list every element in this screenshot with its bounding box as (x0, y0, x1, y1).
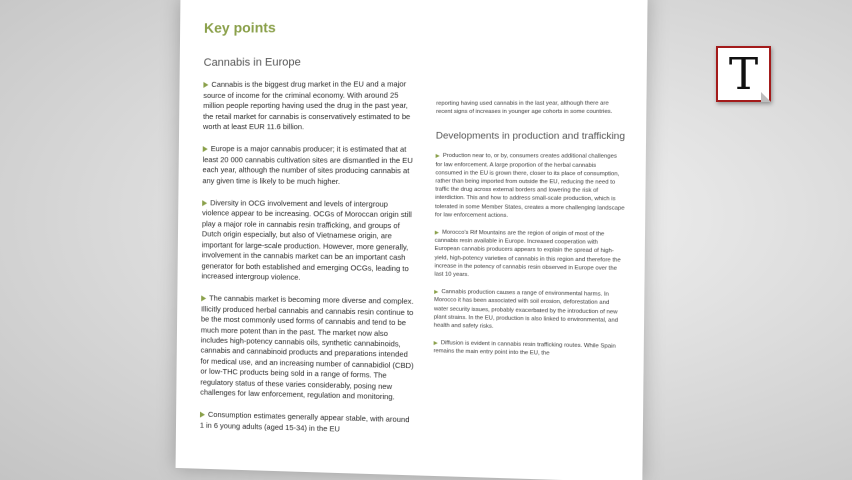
bullet-triangle-icon (203, 82, 208, 88)
bullet-paragraph: Europe is a major cannabis producer; it is estimated that at least 20 000 cannabis cultivation sites are dismantled in the EU each year, although the number of sites producing cannabis at any given time is likely to be much higher. (202, 144, 413, 186)
bullet-triangle-icon (200, 412, 205, 418)
page-fold-icon (761, 92, 771, 102)
bullet-paragraph: Consumption estimates generally appear stable, with around 1 in 6 young adults (aged 15-34) in the EU (199, 410, 410, 434)
bullet-paragraph: Cannabis production causes a range of environmental harms. In Morocco it has been associated with soil erosion, deforestation and water security issues, probably exacerbated by the introduction of new plant strains. In the EU, production is also linked to environmental, and health and safety risks. (433, 289, 619, 330)
bullet-triangle-icon (436, 154, 440, 158)
channel-logo (716, 46, 771, 102)
bullet-paragraph: Morocco's Rif Mountains are the region of origin of most of the cannabis resin available in Europe. Increased cooperation with European cannabis producers appears to explain the spread of high-yield, high-potency varieties of cannabis in this region and therefore the increase in the potency of cannabis resin observed in Europe over the last 10 years. (434, 229, 621, 279)
bullet-paragraph: Production near to, or by, consumers creates additional challenges for law enforcement. A large proportion of the herbal cannabis consumed in the EU is grown there, closer to its place of consumption, rather than being imported from outside the EU, reducing the need to traffic the drug across external borders and lowering the risk of interdiction. This and how to address small-scale production, which is tolerated in some Member States, creates a more challenging landscape for law enforcement actions. (434, 153, 625, 219)
bullet-triangle-icon (434, 290, 438, 294)
right-column (433, 99, 626, 369)
bullet-triangle-icon (202, 200, 207, 206)
bullet-paragraph: Diffusion is evident in cannabis resin trafficking routes. While Spain remains the main entry point into the EU, the (433, 340, 616, 358)
bullet-triangle-icon (201, 296, 206, 302)
section-title-cannabis-in-europe: Cannabis in Europe (203, 56, 301, 69)
bullet-paragraph: Diversity in OCG involvement and levels of intergroup violence appear to be increasing. OCGs of Moroccan origin still play a major role in cannabis resin trafficking, and groups of Dutch origin especially, but also of Vietnamese origin, are important for large-scale production. However, more generally, involvement in the cannabis market can be an important cash generator for both established and emerging OCGs, leading to increased intergroup violence. (201, 198, 412, 282)
bullet-paragraph: The cannabis market is becoming more diverse and complex. Illicitly produced herbal cannabis and cannabis resin continue to be the most commonly used forms of cannabis and tend to be much more potent than in the past. The market now also includes high-potency cannabis oils, synthetic cannabinoids, cannabis and cannabinoid products and preparations intended for medical use, and an increasing number of cannabidiol (CBD) or low-THC products being sold in a range of forms. The regulatory status of these varies considerably, posing new challenges for law enforcement, regulation and monitoring. (200, 293, 414, 402)
section-title-developments: Developments in production and trafficking (435, 130, 626, 143)
continued-paragraph: reporting having used cannabis in the last year, although there are recent signs of increases in younger age cohorts in some countries. (436, 100, 613, 116)
bullet-triangle-icon (434, 341, 438, 345)
bullet-triangle-icon (435, 230, 439, 234)
document-heading: Key points (203, 19, 276, 36)
left-column (200, 57, 417, 449)
document-page (176, 0, 648, 480)
bullet-paragraph: Cannabis is the biggest drug market in the EU and a major source of income for the criminal economy. With around 25 million people reporting having used the drug in the past year, the retail market for cannabis is conservatively estimated to be worth at least EUR 11.6 billion. (202, 79, 411, 132)
bullet-triangle-icon (203, 147, 208, 153)
logo-letter: T (728, 48, 759, 100)
